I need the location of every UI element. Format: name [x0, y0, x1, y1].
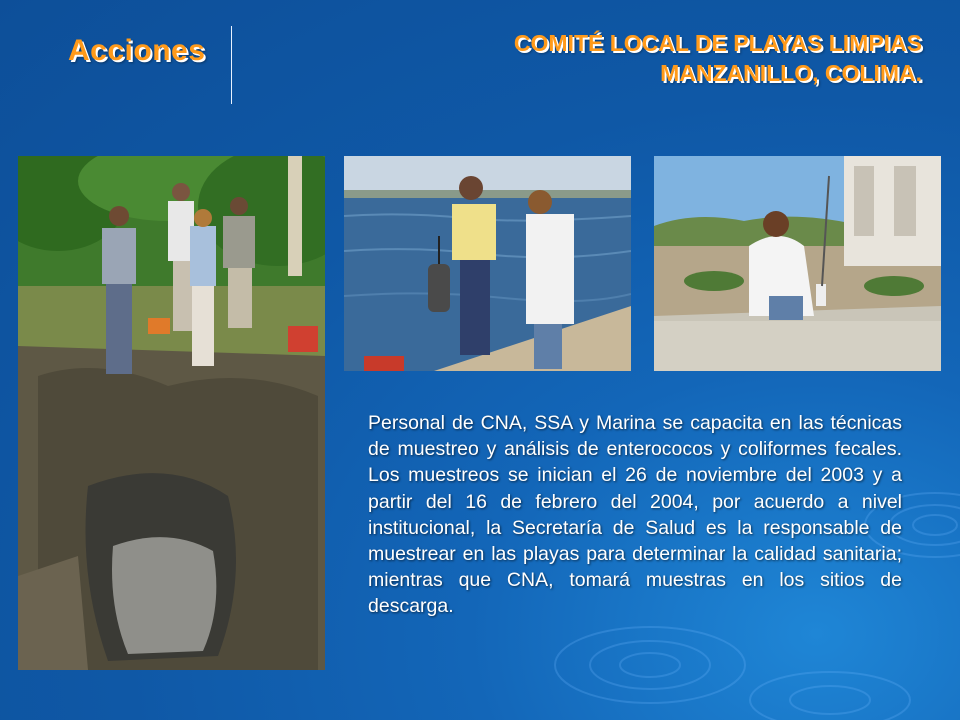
photo-people-by-excavation	[18, 156, 325, 670]
header-title-line2: MANZANILLO, COLIMA.	[660, 60, 922, 86]
title-divider	[231, 26, 232, 104]
photo-woman-taking-sample	[654, 156, 941, 371]
photo-water-sampling-dock	[344, 156, 631, 371]
body-paragraph: Personal de CNA, SSA y Marina se capacita en las técnicas de muestreo y análisis de enterococos y coliformes fecales. Los muestreos se inician el 26 de noviembre del 2003 y a partir del 16 de febrero del 2004, por acuerdo a nivel institucional, la Secretaría de Salud es la responsable de muestrear en las playas para determinar la calidad sanitaria; mientras que CNA, tomará muestras en los sitios de descarga.	[368, 412, 902, 618]
header-title-line1: COMITÉ LOCAL DE PLAYAS LIMPIAS	[513, 30, 922, 56]
section-title: Acciones	[68, 34, 206, 67]
